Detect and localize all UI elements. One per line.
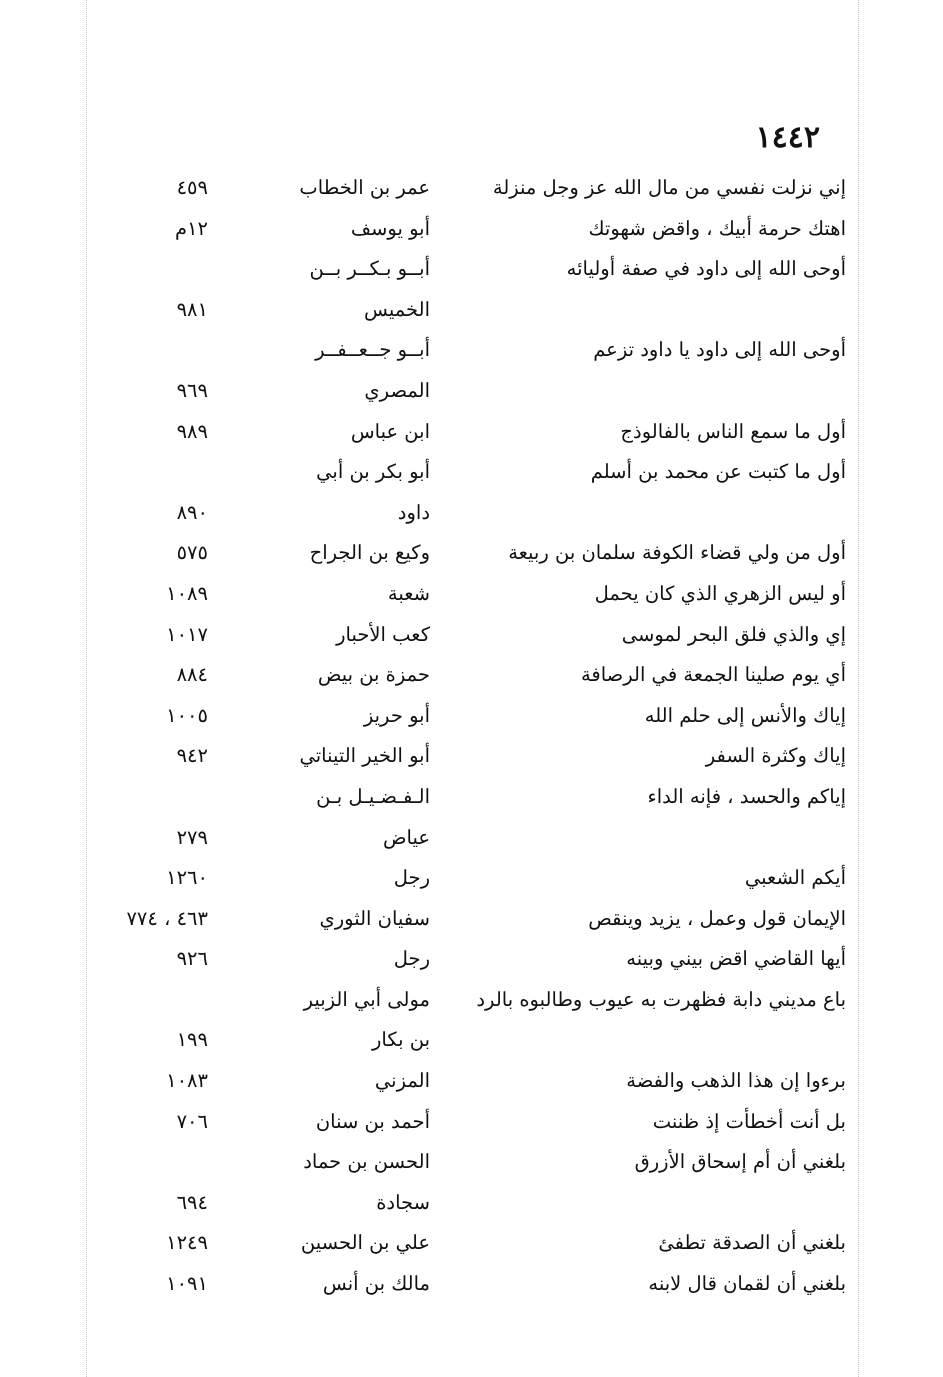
page-ref: ٨٨٤ xyxy=(176,663,208,687)
entry-text: أوحى الله إلى داود في صفة أوليائه xyxy=(566,257,846,281)
index-row xyxy=(0,901,943,942)
narrator-name: شعبة xyxy=(387,581,430,605)
narrator-name: وكيع بن الجراح xyxy=(309,541,430,565)
page-ref: ٨٩٠ xyxy=(176,500,208,524)
narrator-name: الحسن بن حماد xyxy=(303,1150,430,1174)
page-ref: ٩٨١ xyxy=(176,297,208,321)
index-row xyxy=(0,170,943,211)
page-ref: ١٢٤٩ xyxy=(166,1231,208,1255)
narrator-name: سجادة xyxy=(376,1190,430,1214)
entry-text: أو ليس الزهري الذي كان يحمل xyxy=(594,581,846,605)
entry-text: بلغني أن أم إسحاق الأزرق xyxy=(634,1150,846,1174)
entry-text: أي يوم صلينا الجمعة في الرصافة xyxy=(580,663,846,687)
index-row xyxy=(0,495,943,536)
index-row xyxy=(0,332,943,373)
page-ref: ٩٦٩ xyxy=(176,378,208,402)
index-row xyxy=(0,1144,943,1185)
narrator-name: أبو يوسف xyxy=(350,216,430,240)
entry-text: أوحى الله إلى داود يا داود تزعم xyxy=(593,338,846,362)
page-ref: ١٠١٧ xyxy=(166,622,208,646)
page-ref: ٤٥٩ xyxy=(176,176,208,199)
narrator-name: المزني xyxy=(374,1069,430,1093)
page-ref: ٥٧٥ xyxy=(176,541,208,565)
narrator-name: أبــو بـكــر بــن xyxy=(309,257,430,281)
index-row xyxy=(0,738,943,779)
entry-text: إياك وكثرة السفر xyxy=(705,744,846,768)
page-ref: ٦٩٤ xyxy=(176,1190,208,1214)
narrator-name: بن بكار xyxy=(371,1028,430,1052)
page-ref: ١٠٩١ xyxy=(166,1272,208,1296)
index-row xyxy=(0,1063,943,1104)
narrator-name: رجل xyxy=(393,866,430,890)
page-ref: ٩٤٢ xyxy=(176,744,208,768)
page-ref: ١٢٦٠ xyxy=(166,866,208,890)
narrator-name: عمر بن الخطاب xyxy=(299,176,430,199)
narrator-name: رجل xyxy=(393,947,430,971)
narrator-name: حمزة بن بيض xyxy=(317,663,430,687)
entry-text: بل أنت أخطأت إذ ظننت xyxy=(652,1109,846,1133)
index-row xyxy=(0,657,943,698)
narrator-name: مالك بن أنس xyxy=(322,1272,430,1296)
entry-text: أيها القاضي اقض بيني وبينه xyxy=(626,947,846,971)
page-ref: ٩٨٩ xyxy=(176,419,208,443)
index-row xyxy=(0,617,943,658)
page-ref: ١٠٨٣ xyxy=(166,1069,208,1093)
narrator-name: داود xyxy=(397,500,430,524)
page-ref: ٩٢٦ xyxy=(176,947,208,971)
narrator-name: سفيان الثوري xyxy=(319,906,430,930)
index-row xyxy=(0,1225,943,1266)
narrator-name: أبو حريز xyxy=(363,703,430,727)
entry-text: بلغني أن لقمان قال لابنه xyxy=(648,1272,846,1296)
narrator-name: علي بن الحسين xyxy=(300,1231,430,1255)
narrator-name: مولى أبي الزبير xyxy=(303,987,430,1011)
narrator-name: الـفـضـيـل بـن xyxy=(316,784,430,808)
narrator-name: الخميس xyxy=(364,297,430,321)
narrator-name: كعب الأحبار xyxy=(336,622,430,646)
narrator-name: ابن عباس xyxy=(350,419,430,443)
index-row xyxy=(0,454,943,495)
page-ref: ١٩٩ xyxy=(176,1028,208,1052)
narrator-name: أبو الخير التيناتي xyxy=(299,744,430,768)
narrator-name: المصري xyxy=(364,378,430,402)
index-row xyxy=(0,941,943,982)
index-row xyxy=(0,251,943,292)
index-row xyxy=(0,1104,943,1145)
page-ref: ١٠٨٩ xyxy=(166,581,208,605)
entry-text: باع مديني دابة فظهرت به عيوب وطالبوه بالرد xyxy=(476,987,846,1011)
entry-text: برءوا إن هذا الذهب والفضة xyxy=(626,1069,846,1093)
entry-text: إياكم والحسد ، فإنه الداء xyxy=(647,784,846,808)
entry-text: إني نزلت نفسي من مال الله عز وجل منزلة xyxy=(492,176,846,199)
index-row xyxy=(0,1266,943,1307)
index-row xyxy=(0,1022,943,1063)
narrator-name: عياض xyxy=(382,825,430,849)
index-row xyxy=(0,414,943,455)
page-ref: ١٢م xyxy=(174,216,208,240)
index-row xyxy=(0,576,943,617)
index-row xyxy=(0,779,943,820)
index-row xyxy=(0,860,943,901)
page-ref: ١٠٠٥ xyxy=(166,703,208,727)
entry-text: اهتك حرمة أبيك ، واقض شهوتك xyxy=(588,216,846,240)
index-row xyxy=(0,698,943,739)
entry-text: الإيمان قول وعمل ، يزيد وينقص xyxy=(588,906,846,930)
entry-text: أول ما كتبت عن محمد بن أسلم xyxy=(590,460,846,484)
page-ref: ٢٧٩ xyxy=(176,825,208,849)
index-row xyxy=(0,982,943,1023)
page-number: ١٤٤٢ xyxy=(755,120,820,155)
entry-text: أول ما سمع الناس بالفالوذج xyxy=(620,419,846,443)
narrator-name: أبــو جــعــفــر xyxy=(315,338,430,362)
index-table xyxy=(0,170,943,1307)
entry-text: أيكم الشعبي xyxy=(744,866,846,890)
entry-text: إي والذي فلق البحر لموسى xyxy=(621,622,846,646)
index-row xyxy=(0,292,943,333)
index-row xyxy=(0,373,943,414)
narrator-name: أحمد بن سنان xyxy=(315,1109,430,1133)
entry-text: إياك والأنس إلى حلم الله xyxy=(644,703,846,727)
index-row xyxy=(0,820,943,861)
page-ref: ٧٠٦ xyxy=(176,1109,208,1133)
narrator-name: أبو بكر بن أبي xyxy=(316,460,430,484)
entry-text: بلغني أن الصدقة تطفئ xyxy=(658,1231,846,1255)
index-row xyxy=(0,535,943,576)
index-row xyxy=(0,1185,943,1226)
entry-text: أول من ولي قضاء الكوفة سلمان بن ربيعة xyxy=(508,541,846,565)
index-row xyxy=(0,211,943,252)
page-ref: ٤٦٣ ، ٧٧٤ xyxy=(126,906,208,930)
